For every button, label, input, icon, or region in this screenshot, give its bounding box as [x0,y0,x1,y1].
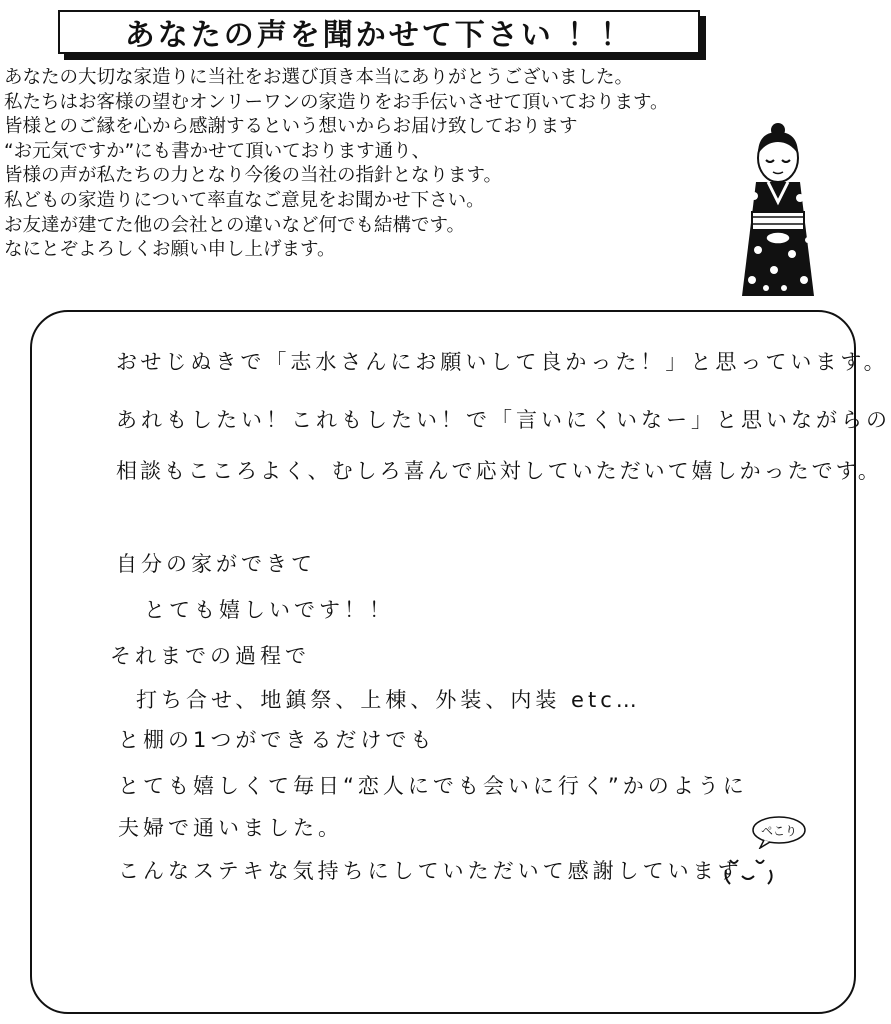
intro-line: 皆様の声が私たちの力となり今後の当社の指針となります。 [4,165,503,187]
handwritten-line: こんなステキな気持ちにしていただいて感謝しています [118,859,743,883]
handwritten-line: とても嬉しくて毎日“恋人にでも会いに行く”かのように [118,774,748,798]
handwritten-line: 相談もこころよく、むしろ喜んで応対していただいて嬉しかったです。 [116,459,882,483]
intro-line: 私たちはお客様の望むオンリーワンの家造りをお手伝いさせて頂いております。 [4,91,669,113]
intro-line: なにとぞよろしくお願い申し上げます。 [4,239,336,261]
intro-line: お友達が建てた他の会社との違いなど何でも結構です。 [4,214,466,236]
intro-line: 皆様とのご縁を心から感謝するという想いからお届け致しております [4,116,578,138]
title-box [58,10,700,54]
handwritten-line: 夫婦で通いました。 [118,816,343,840]
handwritten-line: 自分の家ができて [116,552,316,576]
handwritten-line: と棚の1つができるだけでも [118,728,436,752]
smiley-face-icon [722,848,778,888]
intro-line: 私どもの家造りについて率直なご意見をお聞かせ下さい。 [4,189,485,211]
bubble-label: ペこり [760,824,797,838]
handwritten-line: 打ち合せ、地鎮祭、上棟、外装、内装 etc… [136,688,641,712]
speech-bubble-icon [750,815,808,849]
handwritten-line: おせじぬきで「志水さんにお願いして良かった！」と思っています。 [116,350,889,374]
page-title: あなたの声を聞かせて下さい ！！ [124,18,634,53]
intro-line: “お元気ですか”にも書かせて頂いております通り、 [4,140,431,162]
intro-line: あなたの大切な家造りに当社をお選び頂き本当にありがとうございました。 [4,67,634,88]
handwritten-line: あれもしたい！これもしたい！で「言いにくいなー」と思いながらの [116,408,891,432]
handwritten-line: それまでの過程で [110,644,310,668]
handwritten-line: とても嬉しいです！！ [144,598,394,622]
kimono-woman-illustration [728,120,828,300]
intro-text [4,66,824,263]
title-banner [58,10,708,62]
